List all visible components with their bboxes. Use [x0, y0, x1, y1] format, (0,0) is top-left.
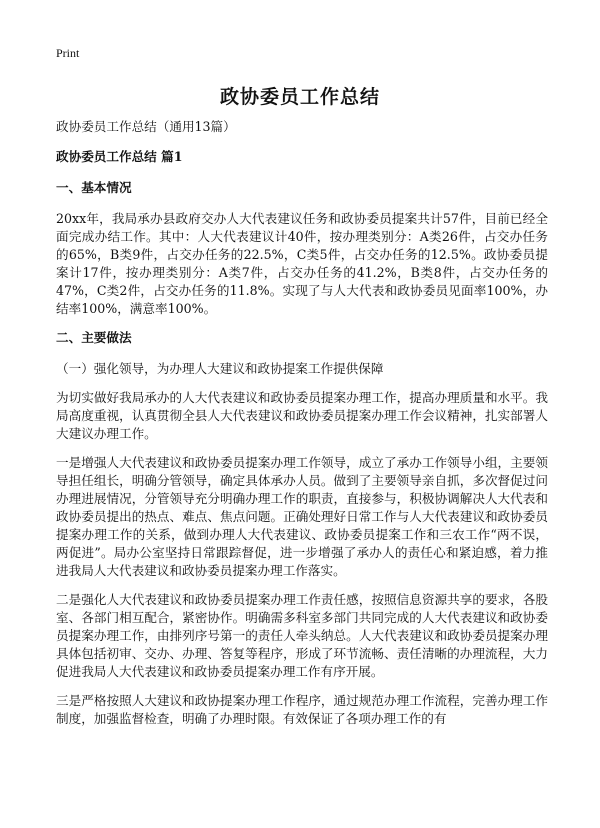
- paragraph: 一是增强人大代表建议和政协委员提案办理工作领导，成立了承办工作领导小组，主要领导担任组长，明确分管领导，确定具体承办人员。做到了主要领导亲自抓，多次督促过问办理进展情况，分管领导充分明确办理工作的职责，直接参与，积极协调解决人大代表和政协委员提出的热点、难点、焦点问题。正确处理好日常工作与人大代表建议和政协委员提案办理工作的关系，做到办理人大代表建议、政协委员提案工作和三农工作“两不误，两促进”。局办公室坚持日常跟踪督促，进一步增强了承办人的责任心和紧迫感，着力推进我局人大代表建议和政协委员提案办理工作落实。: [56, 455, 548, 578]
- document-title: 政协委员工作总结: [219, 86, 380, 108]
- document-subtitle: 政协委员工作总结（通用13篇）: [56, 119, 236, 134]
- paragraph: 为切实做好我局承办的人大代表建议和政协委员提案办理工作，提高办理质量和水平。我局高度重视，认真贯彻全县人大代表建议和政协委员提案办理工作会议精神，扎实部署人大建议办理工作。: [56, 390, 548, 441]
- chapter-title: 政协委员工作总结 篇1: [56, 149, 183, 164]
- document-body: [56, 118, 548, 739]
- print-label: Print: [56, 46, 80, 60]
- section-heading-main-practices: 二、主要做法: [56, 330, 132, 345]
- paragraph: 二是强化人大代表建议和政协委员提案办理工作责任感，按照信息资源共享的要求，各股室、各部门相互配合，紧密协作。明确需多科室多部门共同完成的人大代表建议和政协委员提案办理工作，由排列序号第一的责任人牵头纳总。人大代表建议和政协委员提案办理具体包括初审、交办、办理、答复等程序，形成了环节流畅、责任清晰的办理流程，大力促进我局人大代表建议和政协委员提案办理工作有序开展。: [56, 592, 548, 679]
- paragraph: 三是严格按照人大建议和政协提案办理工作程序，通过规范办理工作流程，完善办理工作制度，加强监督检查，明确了办理时限。有效保证了各项办理工作的有: [56, 693, 548, 726]
- subsection-heading: （一）强化领导，为办理人大建议和政协提案工作提供保障: [56, 361, 384, 376]
- paragraph: 20xx年，我局承办县政府交办人大代表建议任务和政协委员提案共计57件，目前已经全面完成办结工作。其中：人大代表建议计40件，按办理类别分：A类26件，占交办任务的65%，B类9件，占交办任务的22.5%，C类5件，占交办任务的12.5%。政协委员提案计17件，按办理类别分：A类7件，占交办任务的41.2%，B类8件，占交办任务的47%，C类2件，占交办任务的11.8%。实现了与人大代表和政协委员见面率100%，办结率100%，满意率100%。: [56, 211, 548, 316]
- section-heading-basic-situation: 一、基本情况: [56, 180, 132, 195]
